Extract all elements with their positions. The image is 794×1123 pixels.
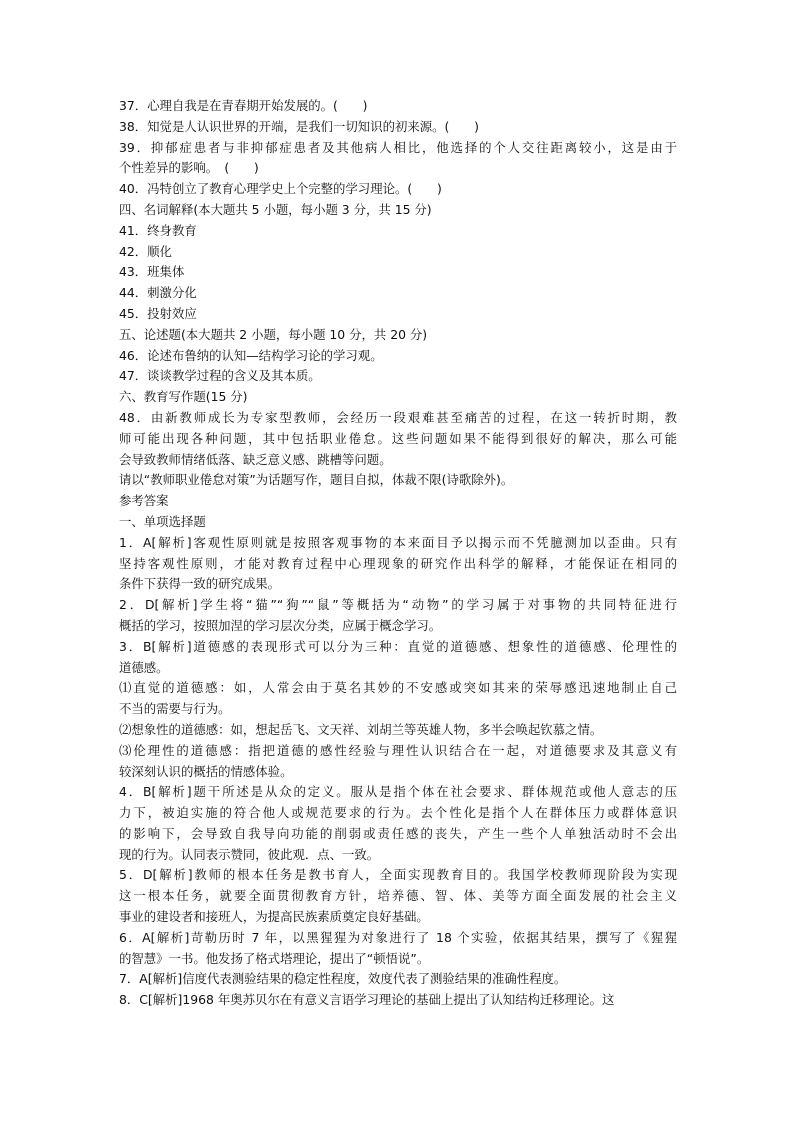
answer-3-line-1: 3．B[解析]道德感的表现形式可以分为三种：直觉的道德感、想象性的道德感、伦理性的 — [119, 638, 677, 654]
question-48-line-1: 48．由新教师成长为专家型教师，会经历一段艰难甚至痛苦的过程，在这一转折时期，教 — [119, 409, 677, 425]
answer-4-line-3: 的影响下，会导致自我导向功能的削弱或责任感的丧失，产生一些个人单独活动时不会出 — [119, 825, 677, 841]
answer-6-line-1: 6．A[解析]苛勒历时 7 年，以黑猩猩为对象进行了 18 个实验，依据其结果，撰写了《猩猩 — [119, 929, 677, 945]
answer-4-line-1: 4．B[解析]题干所述是从众的定义。服从是指个体在社会要求、群体规范或他人意志的压 — [119, 784, 677, 800]
section-4-heading: 四、名词解释(本大题共 5 小题，每小题 3 分，共 15 分) — [119, 201, 432, 217]
answer-1-line-3: 条件下获得一致的研究成果。 — [119, 576, 281, 592]
answer-6-line-2: 的智慧》一书。他发扬了格式塔理论，提出了“顿悟说”。 — [119, 950, 430, 966]
answer-3-3-line-2: 较深刻认识的概括的情感体验。 — [119, 763, 293, 779]
answers-section-1: 一、单项选择题 — [119, 513, 206, 529]
answer-3-3-line-1: ⑶伦理性的道德感：指把道德的感性经验与理性认识结合在一起，对道德要求及其意义有 — [119, 742, 677, 758]
answer-2-line-2: 概括的学习，按照加涅的学习层次分类，应属于概念学习。 — [119, 617, 442, 633]
answer-5-line-2: 这一根本任务，就要全面贯彻教育方针，培养德、智、体、美等方面全面发展的社会主义 — [119, 888, 677, 904]
answers-title: 参考答案 — [119, 493, 169, 509]
question-46: 46．论述布鲁纳的认知—结构学习论的学习观。 — [119, 347, 383, 363]
answer-5-line-3: 事业的建设者和接班人，为提高民族素质奠定良好基础。 — [119, 909, 429, 925]
answer-8: 8．C[解析]1968 年奥苏贝尔在有意义言语学习理论的基础上提出了认知结构迁移理论。这 — [119, 992, 615, 1008]
answer-1-line-2: 坚持客观性原则，才能对教育过程中心理现象的研究作出科学的解释，才能保证在相同的 — [119, 555, 677, 571]
question-47: 47．谈谈教学过程的含义及其本质。 — [119, 368, 321, 384]
answer-1-line-1: 1．A[解析]客观性原则就是按照客观事物的本来面目予以揭示而不凭臆测加以歪曲。只有 — [119, 534, 677, 550]
answer-3-1-line-2: 不当的需要与行为。 — [119, 701, 231, 717]
question-42: 42．顺化 — [119, 243, 172, 259]
answer-3-1-line-1: ⑴直觉的道德感：如，人常会由于莫名其妙的不安感或突如其来的荣辱感迅速地制止自己 — [119, 680, 677, 696]
question-44: 44．刺激分化 — [119, 285, 197, 301]
answer-4-line-4: 现的行为。认同表示赞同，彼此观．点、一致。 — [119, 846, 380, 862]
question-48-line-3: 会导致教师情绪低落、缺乏意义感、跳槽等问题。 — [119, 451, 392, 467]
question-48-line-2: 师可能出现各种问题，其中包括职业倦怠。这些问题如果不能得到很好的解决，那么可能 — [119, 430, 677, 446]
document-page — [119, 96, 677, 1011]
answer-5-line-1: 5．D[解析]教师的根本任务是教书育人，全面实现教育目的。我国学校教师现阶段为实现 — [119, 867, 677, 883]
answer-3-2: ⑵想象性的道德感：如，想起岳飞、文天祥、刘胡兰等英雄人物，多半会唤起钦慕之情。 — [119, 721, 603, 737]
question-39-line-1: 39．抑郁症患者与非抑郁症患者及其他病人相比，他选择的个人交往距离较小，这是由于 — [119, 139, 677, 155]
question-45: 45．投射效应 — [119, 305, 197, 321]
writing-prompt: 请以“教师职业倦怠对策”为话题写作，题目自拟，体裁不限(诗歌除外)。 — [119, 472, 514, 488]
answer-2-line-1: 2．D[解析]学生将“猫”“狗”“鼠”等概括为“动物”的学习属于对事物的共同特征进行 — [119, 597, 677, 613]
question-40: 40．冯特创立了教育心理学史上个完整的学习理论。( ) — [119, 181, 442, 197]
question-39-line-2: 个性差异的影响。 ( ) — [119, 160, 259, 176]
answer-7: 7．A[解析]信度代表测验结果的稳定性程度，效度代表了测验结果的准确性程度。 — [119, 971, 567, 987]
question-41: 41．终身教育 — [119, 222, 197, 238]
question-37: 37．心理自我是在青春期开始发展的。( ) — [119, 98, 368, 113]
answer-4-line-2: 力下，被迫实施的符合他人或规范要求的行为。去个性化是指个人在群体压力或群体意识 — [119, 805, 677, 821]
question-43: 43．班集体 — [119, 264, 185, 280]
section-5-heading: 五、论述题(本大题共 2 小题，每小题 10 分，共 20 分) — [119, 326, 428, 342]
answer-3-line-2: 道德感。 — [119, 659, 169, 675]
section-6-heading: 六、教育写作题(15 分) — [119, 389, 248, 405]
question-38: 38．知觉是人认识世界的开端，是我们一切知识的初来源。( ) — [119, 118, 479, 134]
